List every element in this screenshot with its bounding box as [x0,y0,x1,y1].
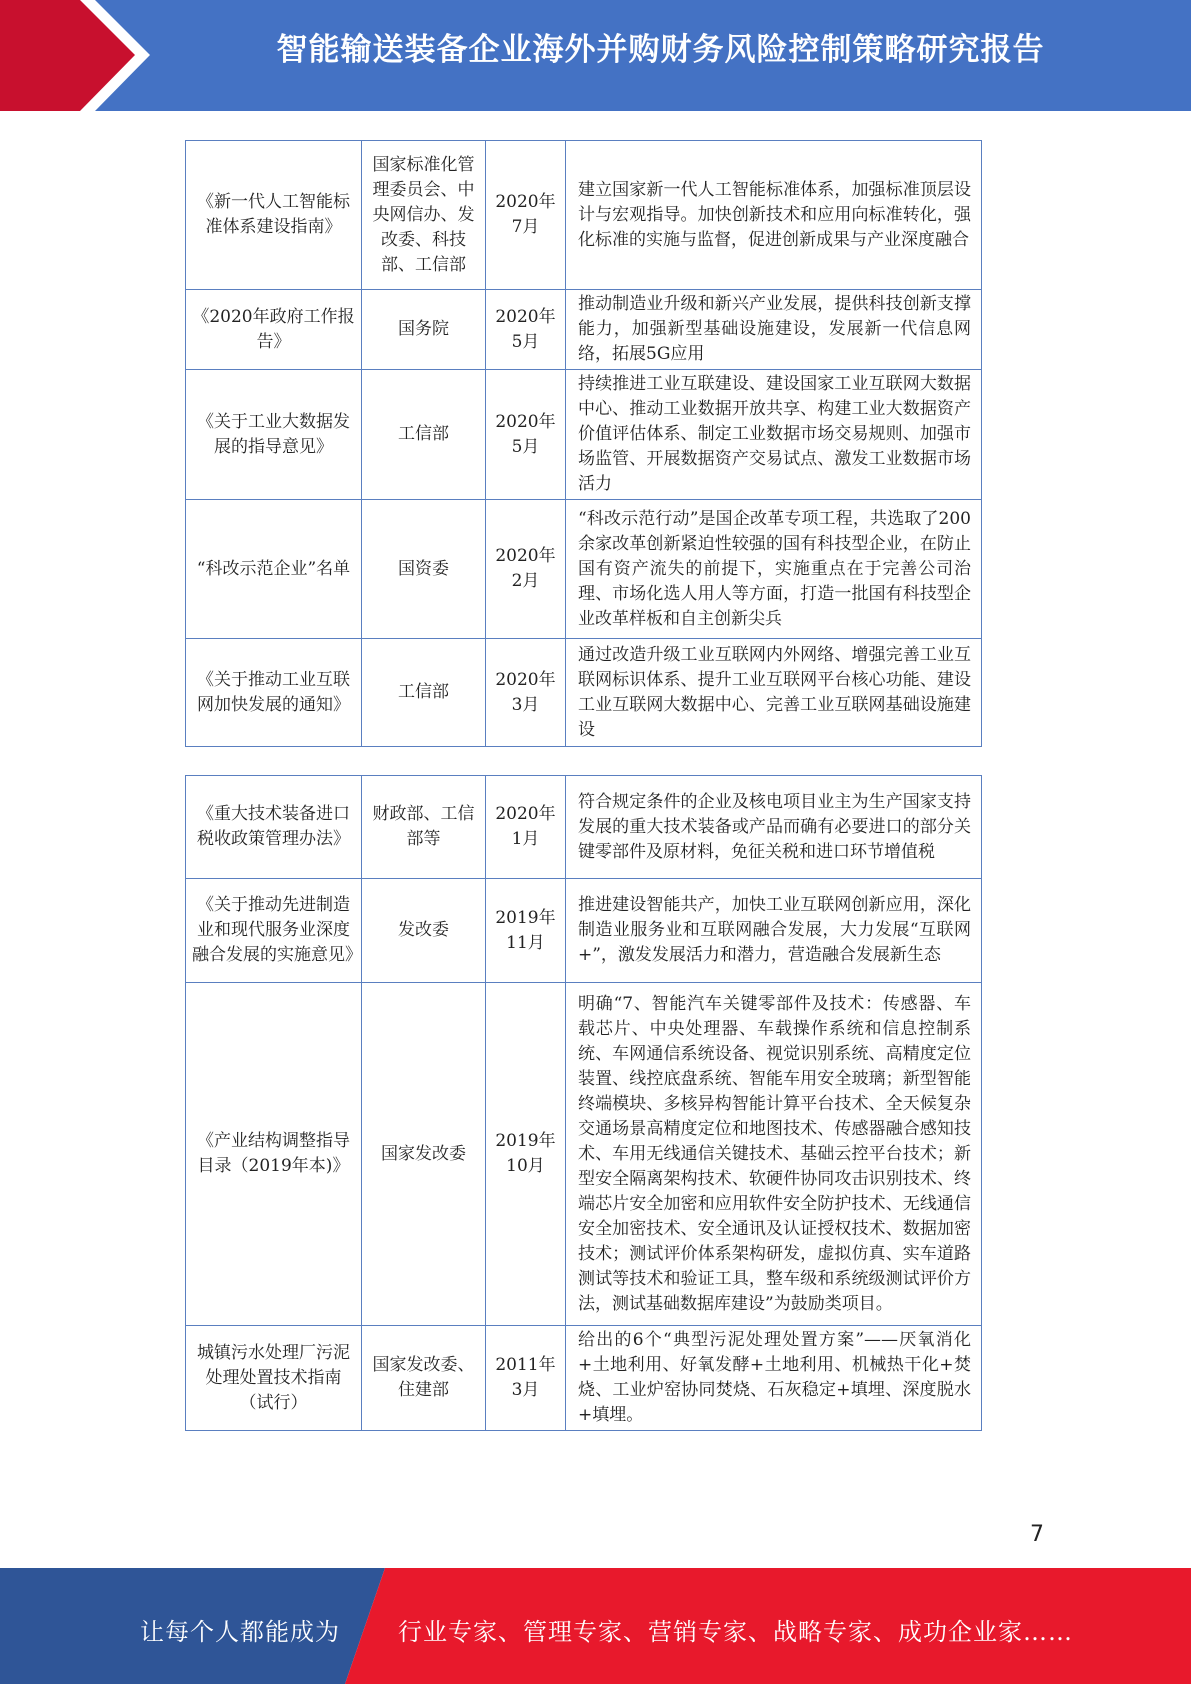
issuer-cell: 国务院 [362,290,486,370]
issuer-cell: 国家标准化管理委员会、中央网信办、发改委、科技部、工信部 [362,141,486,290]
policy-name-cell: 《重大技术装备进口税收政策管理办法》 [186,776,362,879]
table-row [186,1326,982,1431]
date-cell: 2020年5月 [486,290,566,370]
content-cell: 符合规定条件的企业及核电项目业主为生产国家支持发展的重大技术装备或产品而确有必要进口的部分关键零部件及原材料，免征关税和进口环节增值税 [566,776,982,879]
issuer-cell: 国家发改委、住建部 [362,1326,486,1431]
date-cell: 2011年3月 [486,1326,566,1431]
date-cell: 2020年2月 [486,500,566,639]
content-cell: 推进建设智能共产，加快工业互联网创新应用，深化制造业服务业和互联网融合发展，大力发展“互联网+”，激发发展活力和潜力，营造融合发展新生态 [566,879,982,983]
issuer-cell: 国资委 [362,500,486,639]
content-cell: 持续推进工业互联建设、建设国家工业互联网大数据中心、推动工业数据开放共享、构建工业大数据资产价值评估体系、制定工业数据市场交易规则、加强市场监管、开展数据资产交易试点、激发工业数据市场活力 [566,370,982,500]
policy-name-cell: 城镇污水处理厂污泥处理处置技术指南（试行） [186,1326,362,1431]
content-cell: 建立国家新一代人工智能标准体系，加强标准顶层设计与宏观指导。加快创新技术和应用向标准转化，强化标准的实施与监督，促进创新成果与产业深度融合 [566,141,982,290]
policy-name-cell: 《2020年政府工作报告》 [186,290,362,370]
issuer-cell: 发改委 [362,879,486,983]
policy-name-cell: 《产业结构调整指导目录（2019年本)》 [186,983,362,1326]
date-cell: 2020年1月 [486,776,566,879]
policy-name-cell: 《新一代人工智能标准体系建设指南》 [186,141,362,290]
date-cell: 2019年10月 [486,983,566,1326]
date-cell: 2019年11月 [486,879,566,983]
page-number: 7 [1030,1522,1044,1547]
policy-name-cell: 《关于推动工业互联网加快发展的通知》 [186,639,362,747]
policy-table-1 [185,140,982,747]
table-row [186,141,982,290]
content-cell: “科改示范行动”是国企改革专项工程，共选取了200余家改革创新紧迫性较强的国有科技型企业，在防止国有资产流失的前提下，实施重点在于完善公司治理、市场化选人用人等方面，打造一批国有科技型企业改革样板和自主创新尖兵 [566,500,982,639]
page-footer [0,1568,1191,1684]
policy-table-2 [185,775,982,1431]
content-cell: 明确“7、智能汽车关键零部件及技术：传感器、车载芯片、中央处理器、车载操作系统和信息控制系统、车网通信系统设备、视觉识别系统、高精度定位装置、线控底盘系统、智能车用安全玻璃；新型智能终端模块、多核异构智能计算平台技术、全天候复杂交通场景高精度定位和地图技术、传感器融合感知技术、车用无线通信关键技术、基础云控平台技术；新型安全隔离架构技术、软硬件协同攻击识别技术、终端芯片安全加密和应用软件安全防护技术、无线通信安全加密技术、安全通讯及认证授权技术、数据加密技术；测试评价体系架构研发，虚拟仿真、实车道路测试等技术和验证工具，整车级和系统级测试评价方法，测试基础数据库建设”为鼓励类项目。 [566,983,982,1326]
table-row [186,639,982,747]
table-row [186,776,982,879]
footer-slogan-left: 让每个人都能成为 [140,1618,340,1646]
policy-name-cell: 《关于工业大数据发展的指导意见》 [186,370,362,500]
table-row [186,370,982,500]
issuer-cell: 工信部 [362,370,486,500]
date-cell: 2020年3月 [486,639,566,747]
policy-name-cell: 《关于推动先进制造业和现代服务业深度融合发展的实施意见》 [186,879,362,983]
content-cell: 通过改造升级工业互联网内外网络、增强完善工业互联网标识体系、提升工业互联网平台核心功能、建设工业互联网大数据中心、完善工业互联网基础设施建设 [566,639,982,747]
table-row [186,879,982,983]
date-cell: 2020年7月 [486,141,566,290]
table-row [186,500,982,639]
issuer-cell: 财政部、工信部等 [362,776,486,879]
table-row [186,983,982,1326]
date-cell: 2020年5月 [486,370,566,500]
page-header [0,0,1191,111]
policy-name-cell: “科改示范企业”名单 [186,500,362,639]
footer-slogan-right: 行业专家、管理专家、营销专家、战略专家、成功企业家…… [398,1618,1073,1646]
document-title: 智能输送装备企业海外并购财务风险控制策略研究报告 [276,32,1045,68]
content-cell: 给出的6个“典型污泥处理处置方案”——厌氧消化+土地利用、好氧发酵+土地利用、机械热干化+焚烧、工业炉窑协同焚烧、石灰稳定+填埋、深度脱水+填埋。 [566,1326,982,1431]
table-row [186,290,982,370]
content-cell: 推动制造业升级和新兴产业发展，提供科技创新支撑能力，加强新型基础设施建设，发展新一代信息网络，拓展5G应用 [566,290,982,370]
issuer-cell: 工信部 [362,639,486,747]
issuer-cell: 国家发改委 [362,983,486,1326]
